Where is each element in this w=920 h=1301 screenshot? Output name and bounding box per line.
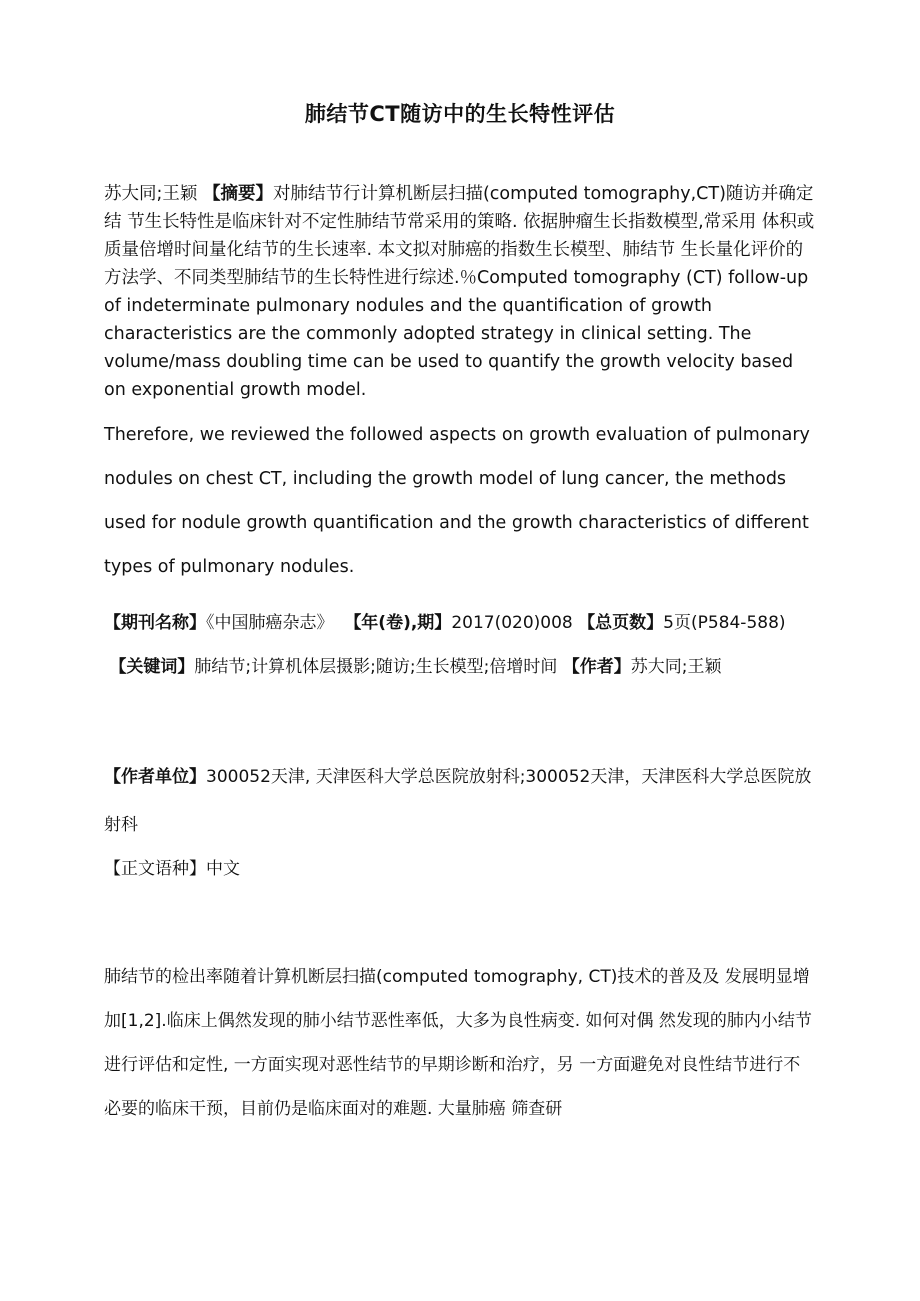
affiliation-label: 【作者单位】 — [104, 767, 206, 787]
body-paragraph: 肺结节的检出率随着计算机断层扫描(computed tomography, CT)技术的普及及 发展明显增加[1,2].临床上偶然发现的肺小结节恶性率低，大多为良性病变. 如何对偶 然发现的肺内小结节进行评估和定性, 一方面实现对恶性结节的早期诊断和治疗，另 一方面避免对良性结节进行不必要的临床干预，目前仍是临床面对的难题. 大量肺癌 筛查研 — [104, 967, 812, 1119]
keywords-label: 【关键词】 — [109, 657, 195, 677]
abstract-label: 【摘要】 — [202, 184, 273, 204]
affiliation-value: 300052天津, 天津医科大学总医院放射科;300052天津，天津医科大学总医院放射科 — [104, 767, 812, 835]
year-label: 【年(卷),期】 — [344, 613, 452, 633]
journal-label: 【期刊名称】 — [104, 613, 206, 633]
language-label: 【正文语种】 — [104, 859, 206, 879]
abstract-text: 对肺结节行计算机断层扫描(computed tomography,CT)随访并确定结 节生长特性是临床针对不定性肺结节常采用的策略. 依据肿瘤生长指数模型,常采用 体积或质量倍增时间量化结节的生长速率. 本文拟对肺癌的指数生长模型、肺结节 生长量化评价的方法学、不同类型肺结节的生长特性进行综述.％Computed tomography (CT) follow-up of indeterminate pulmonary nodules and the quantification of growth characteristics are the commonly adopted strategy in clinical setting. The volume/mass doubling time can be used to quantify the growth velocity based on exponential growth model. — [104, 184, 815, 400]
keywords-value: 肺结节;计算机体层摄影;随访;生长模型;倍增时间 — [194, 657, 558, 677]
metadata-affiliation — [104, 753, 816, 849]
language-value: 中文 — [206, 859, 240, 879]
year-value: 2017(020)008 — [451, 613, 573, 633]
abstract-continuation: Therefore, we reviewed the followed aspects on growth evaluation of pulmonary nodules on chest CT, including the growth model of lung cancer, the methods used for nodule growth quantification and the growth characteristics of different types of pulmonary nodules. — [104, 425, 810, 577]
abstract-section — [104, 180, 816, 404]
pages-value: 5页(P584-588) — [663, 613, 786, 633]
journal-value: 《中国肺癌杂志》 — [206, 613, 334, 633]
author-value: 苏大同;王颖 — [630, 657, 722, 677]
authors: 苏大同;王颖 — [104, 184, 198, 204]
pages-label: 【总页数】 — [578, 613, 664, 633]
author-label: 【作者】 — [562, 657, 631, 677]
metadata-journal — [104, 601, 816, 689]
metadata-language — [104, 855, 816, 883]
paper-title: 肺结节CT随访中的生长特性评估 — [304, 102, 616, 126]
